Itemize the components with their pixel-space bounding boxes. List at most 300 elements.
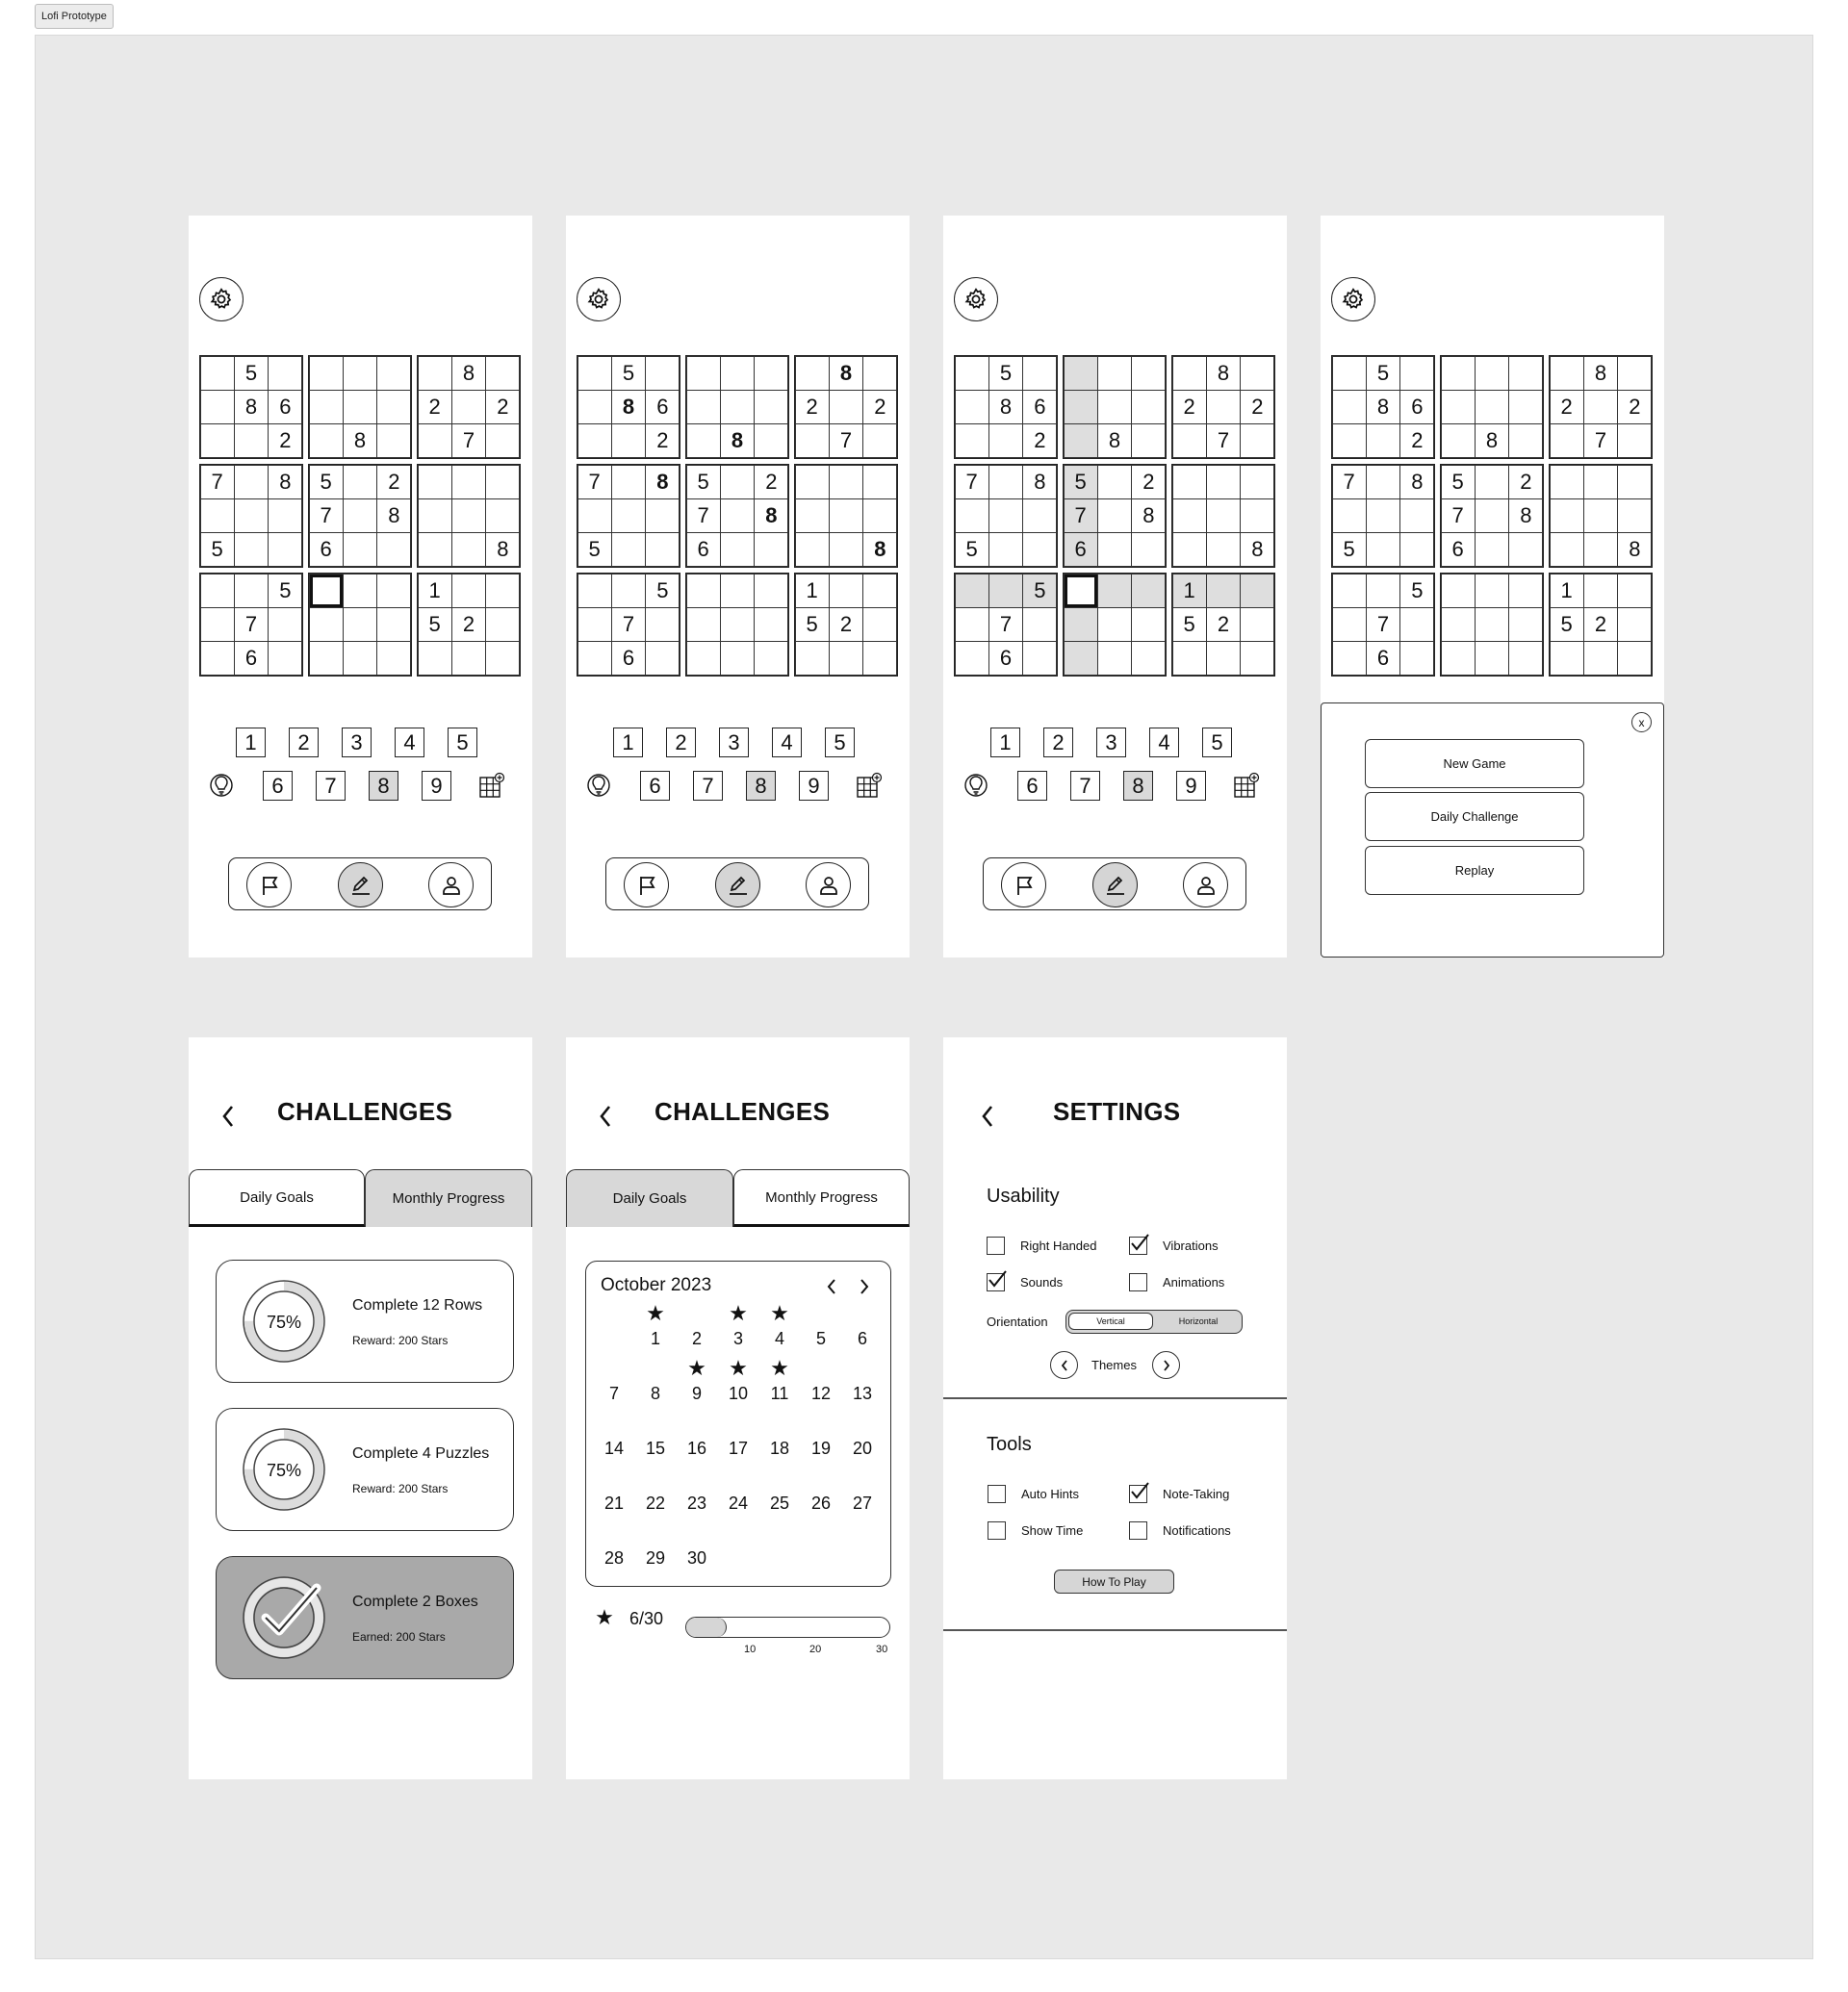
- sudoku-cell[interactable]: [1366, 498, 1400, 533]
- tab-monthly-progress[interactable]: Monthly Progress: [365, 1169, 532, 1227]
- notes-grid-button[interactable]: [1232, 770, 1261, 801]
- number-key-3[interactable]: 3: [342, 728, 372, 757]
- sudoku-cell[interactable]: [1240, 641, 1274, 676]
- calendar-day[interactable]: 6: [857, 1329, 867, 1348]
- number-key-5[interactable]: 5: [448, 728, 477, 757]
- sudoku-cell[interactable]: [1617, 356, 1652, 391]
- number-key-4[interactable]: 4: [395, 728, 424, 757]
- sudoku-cell[interactable]: [1172, 423, 1207, 458]
- sudoku-cell[interactable]: [1332, 574, 1367, 608]
- number-key-9[interactable]: 9: [799, 771, 829, 801]
- sudoku-cell[interactable]: [309, 390, 344, 424]
- sudoku-cell[interactable]: [1064, 641, 1098, 676]
- sudoku-cell[interactable]: [988, 498, 1023, 533]
- sudoku-cell[interactable]: 6: [1022, 390, 1057, 424]
- sudoku-cell[interactable]: 7: [234, 607, 269, 642]
- sudoku-cell[interactable]: 7: [1441, 498, 1476, 533]
- sudoku-cell[interactable]: 7: [611, 607, 646, 642]
- sudoku-cell[interactable]: [1475, 498, 1509, 533]
- number-key-5[interactable]: 5: [825, 728, 855, 757]
- sudoku-cell[interactable]: [720, 574, 755, 608]
- sudoku-cell[interactable]: [1206, 532, 1241, 567]
- sudoku-cell[interactable]: [485, 574, 520, 608]
- sudoku-cell[interactable]: 6: [1441, 532, 1476, 567]
- sudoku-cell[interactable]: [451, 532, 486, 567]
- sudoku-cell[interactable]: [578, 607, 612, 642]
- sudoku-cell[interactable]: [720, 356, 755, 391]
- sudoku-cell[interactable]: [795, 423, 830, 458]
- sudoku-cell[interactable]: [1097, 574, 1132, 608]
- sudoku-cell[interactable]: [862, 356, 897, 391]
- sudoku-cell[interactable]: [268, 356, 302, 391]
- sudoku-cell[interactable]: 5: [268, 574, 302, 608]
- settings-gear-button[interactable]: [1331, 277, 1375, 321]
- sudoku-cell[interactable]: [829, 574, 863, 608]
- sudoku-cell[interactable]: 2: [1240, 390, 1274, 424]
- sudoku-cell[interactable]: [451, 390, 486, 424]
- sudoku-cell[interactable]: [343, 574, 377, 608]
- sudoku-cell[interactable]: [1366, 532, 1400, 567]
- sudoku-cell[interactable]: [418, 641, 452, 676]
- sudoku-cell[interactable]: [376, 356, 411, 391]
- calendar-day[interactable]: 4: [774, 1329, 784, 1348]
- sudoku-cell[interactable]: [1508, 423, 1543, 458]
- sudoku-cell[interactable]: 8: [988, 390, 1023, 424]
- how-to-play-button[interactable]: How To Play: [1054, 1570, 1174, 1594]
- sudoku-cell[interactable]: 7: [200, 465, 235, 499]
- sudoku-cell[interactable]: [1366, 423, 1400, 458]
- sudoku-cell[interactable]: 7: [686, 498, 721, 533]
- sudoku-cell[interactable]: [1508, 390, 1543, 424]
- sudoku-cell[interactable]: [686, 607, 721, 642]
- sudoku-cell[interactable]: [1097, 498, 1132, 533]
- calendar-day[interactable]: 17: [728, 1439, 749, 1458]
- sudoku-cell[interactable]: 5: [1399, 574, 1434, 608]
- sudoku-cell[interactable]: [1240, 356, 1274, 391]
- sudoku-cell[interactable]: 5: [1441, 465, 1476, 499]
- sudoku-cell[interactable]: [686, 390, 721, 424]
- goal-card[interactable]: [216, 1556, 514, 1679]
- sudoku-cell[interactable]: [418, 498, 452, 533]
- sudoku-cell[interactable]: [200, 423, 235, 458]
- replay-button[interactable]: Replay: [1365, 846, 1584, 895]
- sudoku-cell[interactable]: 2: [795, 390, 830, 424]
- sudoku-cell[interactable]: [1172, 641, 1207, 676]
- tab-daily-goals[interactable]: Daily Goals: [189, 1169, 365, 1227]
- calendar-day[interactable]: 27: [852, 1494, 873, 1513]
- sudoku-cell[interactable]: [200, 356, 235, 391]
- tab-daily-goals[interactable]: Daily Goals: [566, 1169, 733, 1227]
- number-key-3[interactable]: 3: [719, 728, 749, 757]
- settings-gear-button[interactable]: [954, 277, 998, 321]
- sudoku-cell[interactable]: [1131, 641, 1166, 676]
- sudoku-cell[interactable]: [343, 465, 377, 499]
- sudoku-cell[interactable]: 6: [234, 641, 269, 676]
- sudoku-cell[interactable]: [645, 607, 680, 642]
- sudoku-cell[interactable]: [645, 532, 680, 567]
- sudoku-cell[interactable]: [862, 574, 897, 608]
- sudoku-cell[interactable]: 8: [268, 465, 302, 499]
- sudoku-cell[interactable]: [309, 641, 344, 676]
- sudoku-cell[interactable]: 2: [862, 390, 897, 424]
- sudoku-cell[interactable]: [343, 356, 377, 391]
- sudoku-cell[interactable]: [720, 390, 755, 424]
- sudoku-cell[interactable]: [955, 574, 989, 608]
- sudoku-cell[interactable]: [988, 532, 1023, 567]
- sudoku-cell[interactable]: 8: [376, 498, 411, 533]
- sudoku-cell[interactable]: [1240, 574, 1274, 608]
- nav-flag-button[interactable]: [624, 862, 669, 907]
- sudoku-cell[interactable]: [1131, 607, 1166, 642]
- calendar-day[interactable]: 25: [769, 1494, 790, 1513]
- sudoku-cell[interactable]: 5: [1366, 356, 1400, 391]
- sudoku-cell[interactable]: [1022, 641, 1057, 676]
- number-key-6[interactable]: 6: [640, 771, 670, 801]
- theme-next-button[interactable]: [1152, 1351, 1180, 1379]
- number-key-1[interactable]: 1: [990, 728, 1020, 757]
- sudoku-cell[interactable]: [1399, 498, 1434, 533]
- sudoku-cell[interactable]: 8: [1206, 356, 1241, 391]
- tab-monthly-progress[interactable]: Monthly Progress: [733, 1169, 910, 1227]
- sudoku-cell[interactable]: [754, 356, 788, 391]
- sudoku-cell[interactable]: 8: [1022, 465, 1057, 499]
- sudoku-cell[interactable]: [1131, 423, 1166, 458]
- nav-pencil-button[interactable]: [1092, 862, 1138, 907]
- sudoku-cell[interactable]: [1332, 498, 1367, 533]
- sudoku-cell[interactable]: [862, 465, 897, 499]
- sudoku-cell[interactable]: [862, 607, 897, 642]
- sudoku-cell[interactable]: [309, 574, 344, 608]
- number-key-2[interactable]: 2: [289, 728, 319, 757]
- prev-month-icon[interactable]: [825, 1277, 838, 1296]
- sudoku-cell[interactable]: [1441, 641, 1476, 676]
- sudoku-cell[interactable]: [686, 423, 721, 458]
- sudoku-cell[interactable]: [1508, 607, 1543, 642]
- close-menu-button[interactable]: x: [1631, 712, 1652, 732]
- sudoku-cell[interactable]: [1064, 574, 1098, 608]
- sudoku-cell[interactable]: [1475, 390, 1509, 424]
- sudoku-cell[interactable]: [795, 498, 830, 533]
- sudoku-cell[interactable]: [862, 498, 897, 533]
- hint-button[interactable]: [208, 772, 235, 801]
- number-key-4[interactable]: 4: [772, 728, 802, 757]
- sudoku-cell[interactable]: [451, 465, 486, 499]
- sudoku-cell[interactable]: [418, 532, 452, 567]
- number-key-8[interactable]: 8: [746, 771, 776, 801]
- sudoku-cell[interactable]: [1550, 641, 1584, 676]
- sudoku-cell[interactable]: [1131, 390, 1166, 424]
- sudoku-cell[interactable]: 7: [1583, 423, 1618, 458]
- orientation-vertical[interactable]: Vertical: [1068, 1313, 1153, 1330]
- sudoku-cell[interactable]: [1206, 574, 1241, 608]
- calendar-day[interactable]: 18: [769, 1439, 790, 1458]
- sudoku-cell[interactable]: 6: [686, 532, 721, 567]
- number-key-4[interactable]: 4: [1149, 728, 1179, 757]
- sudoku-cell[interactable]: [1550, 465, 1584, 499]
- number-key-1[interactable]: 1: [613, 728, 643, 757]
- sudoku-cell[interactable]: 6: [309, 532, 344, 567]
- number-key-7[interactable]: 7: [316, 771, 346, 801]
- sudoku-cell[interactable]: [376, 423, 411, 458]
- sudoku-cell[interactable]: 6: [988, 641, 1023, 676]
- calendar-day[interactable]: 2: [691, 1329, 702, 1348]
- sudoku-cell[interactable]: [955, 641, 989, 676]
- sudoku-cell[interactable]: 6: [268, 390, 302, 424]
- settings-gear-button[interactable]: [577, 277, 621, 321]
- sudoku-cell[interactable]: [1240, 607, 1274, 642]
- notes-grid-button[interactable]: [855, 770, 884, 801]
- sudoku-cell[interactable]: [1206, 390, 1241, 424]
- sudoku-cell[interactable]: [1583, 465, 1618, 499]
- sudoku-cell[interactable]: [200, 498, 235, 533]
- sudoku-cell[interactable]: [1441, 356, 1476, 391]
- sudoku-cell[interactable]: 8: [1131, 498, 1166, 533]
- sudoku-cell[interactable]: [988, 465, 1023, 499]
- sudoku-cell[interactable]: 2: [1022, 423, 1057, 458]
- sudoku-cell[interactable]: [485, 607, 520, 642]
- calendar-day[interactable]: 5: [815, 1329, 826, 1348]
- sudoku-cell[interactable]: 7: [578, 465, 612, 499]
- hint-button[interactable]: [962, 772, 989, 801]
- sudoku-cell[interactable]: [988, 423, 1023, 458]
- sudoku-cell[interactable]: [955, 498, 989, 533]
- sudoku-cell[interactable]: [988, 574, 1023, 608]
- calendar-day[interactable]: 7: [608, 1384, 619, 1403]
- nav-profile-button[interactable]: [1183, 862, 1228, 907]
- sudoku-cell[interactable]: [1441, 423, 1476, 458]
- sudoku-cell[interactable]: 1: [418, 574, 452, 608]
- sudoku-cell[interactable]: [1583, 498, 1618, 533]
- sudoku-cell[interactable]: [1131, 356, 1166, 391]
- sudoku-cell[interactable]: [418, 356, 452, 391]
- sudoku-cell[interactable]: [1131, 574, 1166, 608]
- calendar-day[interactable]: 29: [645, 1548, 666, 1568]
- sudoku-cell[interactable]: 5: [611, 356, 646, 391]
- sudoku-cell[interactable]: [1550, 356, 1584, 391]
- sudoku-cell[interactable]: [1399, 356, 1434, 391]
- sudoku-cell[interactable]: [1172, 356, 1207, 391]
- sudoku-cell[interactable]: 2: [485, 390, 520, 424]
- sudoku-cell[interactable]: [1508, 532, 1543, 567]
- sudoku-cell[interactable]: [686, 356, 721, 391]
- sudoku-cell[interactable]: [1475, 574, 1509, 608]
- sudoku-cell[interactable]: [1097, 641, 1132, 676]
- sudoku-cell[interactable]: [1332, 356, 1367, 391]
- sudoku-cell[interactable]: [1332, 607, 1367, 642]
- sudoku-cell[interactable]: [645, 356, 680, 391]
- sudoku-cell[interactable]: 5: [955, 532, 989, 567]
- calendar-day[interactable]: 8: [650, 1384, 660, 1403]
- sudoku-cell[interactable]: [686, 641, 721, 676]
- sudoku-cell[interactable]: [1550, 423, 1584, 458]
- sudoku-cell[interactable]: 5: [1022, 574, 1057, 608]
- sudoku-cell[interactable]: 2: [1131, 465, 1166, 499]
- sudoku-cell[interactable]: 7: [1332, 465, 1367, 499]
- calendar-day[interactable]: 23: [686, 1494, 707, 1513]
- sudoku-cell[interactable]: [611, 574, 646, 608]
- sudoku-cell[interactable]: [1366, 574, 1400, 608]
- sudoku-cell[interactable]: [1617, 607, 1652, 642]
- sudoku-cell[interactable]: [343, 641, 377, 676]
- sudoku-cell[interactable]: [451, 641, 486, 676]
- nav-profile-button[interactable]: [806, 862, 851, 907]
- sudoku-cell[interactable]: [1022, 498, 1057, 533]
- sudoku-cell[interactable]: [829, 498, 863, 533]
- sudoku-cell[interactable]: 7: [1064, 498, 1098, 533]
- sudoku-cell[interactable]: [754, 574, 788, 608]
- calendar-day[interactable]: 19: [810, 1439, 832, 1458]
- orientation-horizontal[interactable]: Horizontal: [1178, 1316, 1219, 1326]
- sudoku-cell[interactable]: 2: [1508, 465, 1543, 499]
- sudoku-cell[interactable]: 2: [376, 465, 411, 499]
- hint-button[interactable]: [585, 772, 612, 801]
- back-arrow-icon[interactable]: [220, 1104, 236, 1129]
- sudoku-cell[interactable]: [1064, 356, 1098, 391]
- sudoku-cell[interactable]: 8: [645, 465, 680, 499]
- sudoku-cell[interactable]: 7: [955, 465, 989, 499]
- checkbox-right-handed[interactable]: [987, 1237, 1005, 1255]
- sudoku-cell[interactable]: [1441, 390, 1476, 424]
- sudoku-cell[interactable]: [578, 574, 612, 608]
- sudoku-cell[interactable]: 5: [1332, 532, 1367, 567]
- sudoku-cell[interactable]: [1206, 641, 1241, 676]
- sudoku-cell[interactable]: 2: [1617, 390, 1652, 424]
- sudoku-cell[interactable]: 6: [1399, 390, 1434, 424]
- sudoku-cell[interactable]: [376, 607, 411, 642]
- sudoku-cell[interactable]: [451, 498, 486, 533]
- sudoku-cell[interactable]: 2: [268, 423, 302, 458]
- sudoku-cell[interactable]: [268, 498, 302, 533]
- sudoku-cell[interactable]: [578, 390, 612, 424]
- sudoku-cell[interactable]: 2: [1206, 607, 1241, 642]
- sudoku-cell[interactable]: 8: [611, 390, 646, 424]
- sudoku-cell[interactable]: [200, 607, 235, 642]
- sudoku-cell[interactable]: 5: [234, 356, 269, 391]
- sudoku-cell[interactable]: 1: [1550, 574, 1584, 608]
- goal-card[interactable]: [216, 1408, 514, 1531]
- sudoku-cell[interactable]: [1097, 356, 1132, 391]
- sudoku-cell[interactable]: [1617, 423, 1652, 458]
- sudoku-cell[interactable]: [754, 607, 788, 642]
- sudoku-cell[interactable]: 8: [720, 423, 755, 458]
- sudoku-cell[interactable]: [1240, 465, 1274, 499]
- sudoku-cell[interactable]: [955, 390, 989, 424]
- calendar-day[interactable]: 21: [603, 1494, 625, 1513]
- nav-profile-button[interactable]: [428, 862, 474, 907]
- sudoku-cell[interactable]: 8: [862, 532, 897, 567]
- sudoku-cell[interactable]: [1441, 574, 1476, 608]
- sudoku-cell[interactable]: [418, 423, 452, 458]
- sudoku-cell[interactable]: [720, 532, 755, 567]
- sudoku-cell[interactable]: 8: [485, 532, 520, 567]
- sudoku-cell[interactable]: 6: [1366, 641, 1400, 676]
- sudoku-cell[interactable]: [754, 532, 788, 567]
- sudoku-cell[interactable]: [200, 641, 235, 676]
- number-key-6[interactable]: 6: [263, 771, 293, 801]
- sudoku-cell[interactable]: [1240, 423, 1274, 458]
- notes-grid-button[interactable]: [477, 770, 506, 801]
- sudoku-cell[interactable]: [1475, 641, 1509, 676]
- sudoku-cell[interactable]: 5: [200, 532, 235, 567]
- sudoku-cell[interactable]: [829, 532, 863, 567]
- sudoku-cell[interactable]: [1617, 574, 1652, 608]
- sudoku-cell[interactable]: [720, 465, 755, 499]
- calendar-day[interactable]: 20: [852, 1439, 873, 1458]
- sudoku-cell[interactable]: [955, 356, 989, 391]
- sudoku-cell[interactable]: 5: [988, 356, 1023, 391]
- sudoku-cell[interactable]: [955, 607, 989, 642]
- sudoku-cell[interactable]: [1508, 356, 1543, 391]
- sudoku-cell[interactable]: [234, 423, 269, 458]
- number-key-7[interactable]: 7: [693, 771, 723, 801]
- sudoku-cell[interactable]: [485, 641, 520, 676]
- sudoku-cell[interactable]: 2: [754, 465, 788, 499]
- number-key-9[interactable]: 9: [422, 771, 451, 801]
- orientation-toggle[interactable]: [1065, 1310, 1243, 1334]
- sudoku-cell[interactable]: [611, 465, 646, 499]
- sudoku-cell[interactable]: 6: [645, 390, 680, 424]
- sudoku-cell[interactable]: [234, 498, 269, 533]
- sudoku-cell[interactable]: [611, 423, 646, 458]
- sudoku-cell[interactable]: [1475, 532, 1509, 567]
- calendar-day[interactable]: 9: [691, 1384, 702, 1403]
- new-game-button[interactable]: New Game: [1365, 739, 1584, 788]
- sudoku-cell[interactable]: [1366, 465, 1400, 499]
- sudoku-cell[interactable]: 8: [451, 356, 486, 391]
- sudoku-cell[interactable]: [1583, 574, 1618, 608]
- sudoku-cell[interactable]: 8: [754, 498, 788, 533]
- sudoku-cell[interactable]: 5: [1172, 607, 1207, 642]
- sudoku-cell[interactable]: 2: [829, 607, 863, 642]
- checkbox-show-time[interactable]: [988, 1521, 1006, 1540]
- sudoku-cell[interactable]: 7: [829, 423, 863, 458]
- sudoku-cell[interactable]: [1131, 532, 1166, 567]
- sudoku-cell[interactable]: [1332, 423, 1367, 458]
- goal-card[interactable]: [216, 1260, 514, 1383]
- sudoku-cell[interactable]: [1399, 607, 1434, 642]
- sudoku-cell[interactable]: [1240, 498, 1274, 533]
- sudoku-cell[interactable]: [376, 532, 411, 567]
- sudoku-cell[interactable]: [1172, 532, 1207, 567]
- checkbox-sounds[interactable]: [987, 1273, 1005, 1291]
- sudoku-cell[interactable]: [309, 423, 344, 458]
- sudoku-cell[interactable]: 8: [234, 390, 269, 424]
- sudoku-cell[interactable]: 2: [1583, 607, 1618, 642]
- sudoku-cell[interactable]: [829, 641, 863, 676]
- sudoku-cell[interactable]: [1022, 532, 1057, 567]
- sudoku-cell[interactable]: [1475, 356, 1509, 391]
- sudoku-cell[interactable]: 7: [988, 607, 1023, 642]
- sudoku-cell[interactable]: [376, 641, 411, 676]
- sudoku-cell[interactable]: [1097, 607, 1132, 642]
- sudoku-cell[interactable]: [720, 607, 755, 642]
- sudoku-cell[interactable]: [611, 532, 646, 567]
- sudoku-cell[interactable]: [1508, 641, 1543, 676]
- sudoku-cell[interactable]: [1206, 465, 1241, 499]
- checkbox-notifications[interactable]: [1129, 1521, 1147, 1540]
- checkbox-vibrations[interactable]: [1129, 1237, 1147, 1255]
- number-key-2[interactable]: 2: [1043, 728, 1073, 757]
- nav-pencil-button[interactable]: [338, 862, 383, 907]
- sudoku-cell[interactable]: [1097, 465, 1132, 499]
- sudoku-cell[interactable]: [754, 390, 788, 424]
- sudoku-cell[interactable]: 5: [645, 574, 680, 608]
- sudoku-cell[interactable]: [1097, 532, 1132, 567]
- sudoku-cell[interactable]: [268, 532, 302, 567]
- calendar-day[interactable]: 24: [728, 1494, 749, 1513]
- sudoku-cell[interactable]: 7: [309, 498, 344, 533]
- sudoku-cell[interactable]: 2: [1399, 423, 1434, 458]
